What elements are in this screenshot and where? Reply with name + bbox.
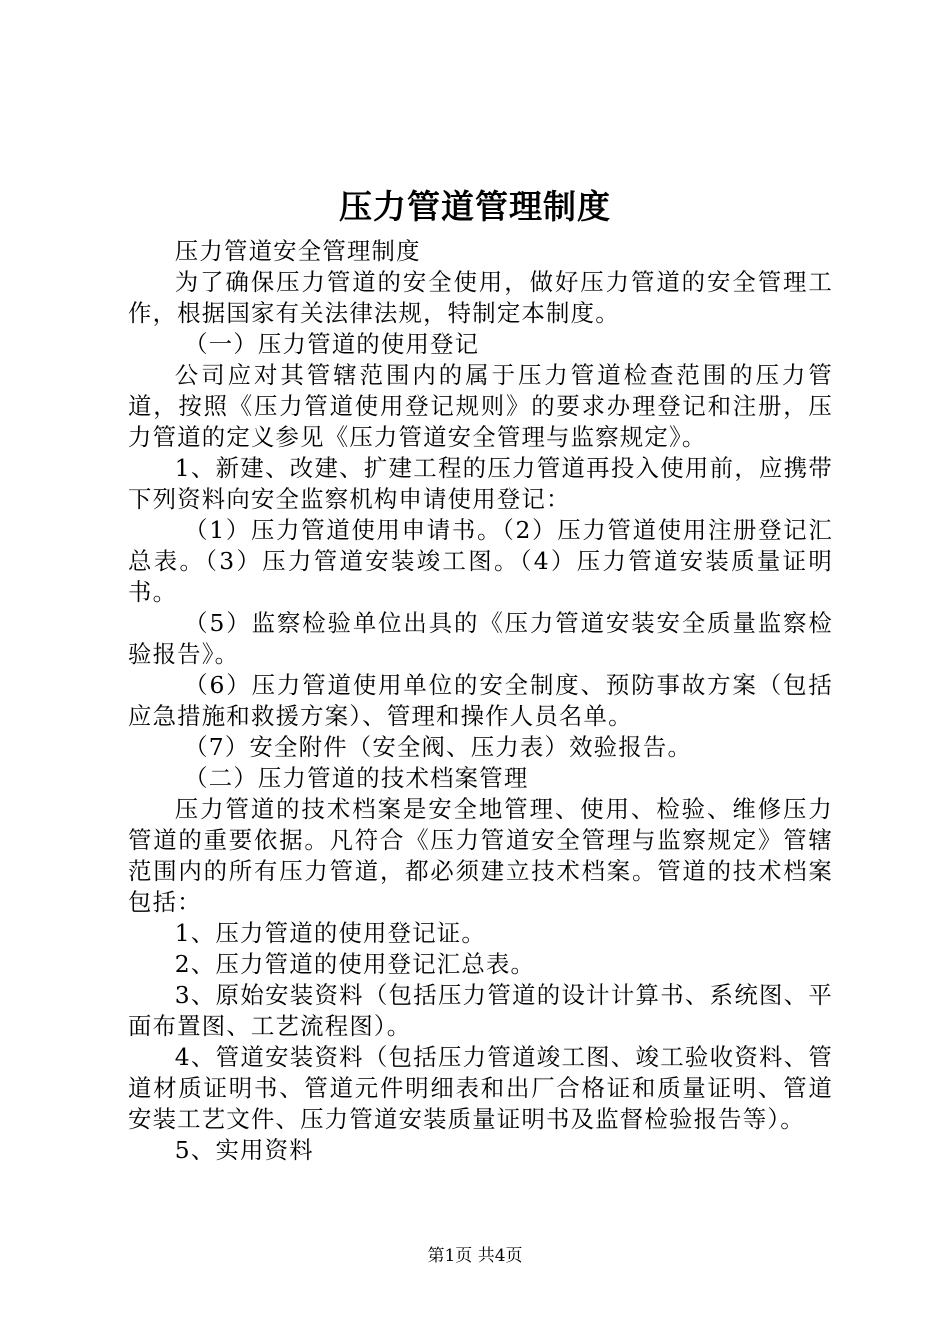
list-item: 1、新建、改建、扩建工程的压力管道再投入使用前，应携带下列资料向安全监察机构申请使用登记：: [128, 454, 833, 513]
page-footer: 第1页 共4页: [427, 1246, 523, 1266]
list-item: （1）压力管道使用申请书。（2）压力管道使用注册登记汇总表。（3）压力管道安装竣工图。（4）压力管道安装质量证明书。: [128, 516, 833, 606]
document-title: 压力管道管理制度: [339, 187, 611, 226]
list-item: （5）监察检验单位出具的《压力管道安装安全质量监察检验报告》。: [128, 609, 833, 668]
section-heading-archives: （二）压力管道的技术档案管理: [184, 764, 529, 792]
list-item: 2、压力管道的使用登记汇总表。: [174, 950, 536, 978]
paragraph-heading: 压力管道安全管理制度: [174, 237, 421, 265]
paragraph-intro: 为了确保压力管道的安全使用，做好压力管道的安全管理工作，根据国家有关法律法规，特制定本制度。: [128, 268, 833, 327]
list-item: 4、管道安装资料（包括压力管道竣工图、竣工验收资料、管道材质证明书、管道元件明细表和出厂合格证和质量证明、管道安装工艺文件、压力管道安装质量证明书及监督检验报告等）。: [128, 1043, 833, 1133]
paragraph-archives: 压力管道的技术档案是安全地管理、使用、检验、维修压力管道的重要依据。凡符合《压力管道安全管理与监察规定》管辖范围内的所有压力管道，都必须建立技术档案。管道的技术档案包括：: [128, 795, 833, 916]
list-item: （7）安全附件（安全阀、压力表）效验报告。: [184, 733, 693, 761]
list-item: 3、原始安装资料（包括压力管道的设计计算书、系统图、平面布置图、工艺流程图）。: [128, 981, 833, 1040]
list-item: 1、压力管道的使用登记证。: [174, 919, 486, 947]
document-body: [128, 236, 833, 1166]
paragraph-registration: 公司应对其管辖范围内的属于压力管道检查范围的压力管道，按照《压力管道使用登记规则》的要求办理登记和注册，压力管道的定义参见《压力管道安全管理与监察规定》。: [128, 361, 833, 451]
list-item: （6）压力管道使用单位的安全制度、预防事故方案（包括应急措施和救援方案）、管理和操作人员名单。: [128, 671, 833, 730]
list-item: 5、实用资料: [174, 1136, 314, 1164]
section-heading-registration: （一）压力管道的使用登记: [184, 330, 480, 358]
